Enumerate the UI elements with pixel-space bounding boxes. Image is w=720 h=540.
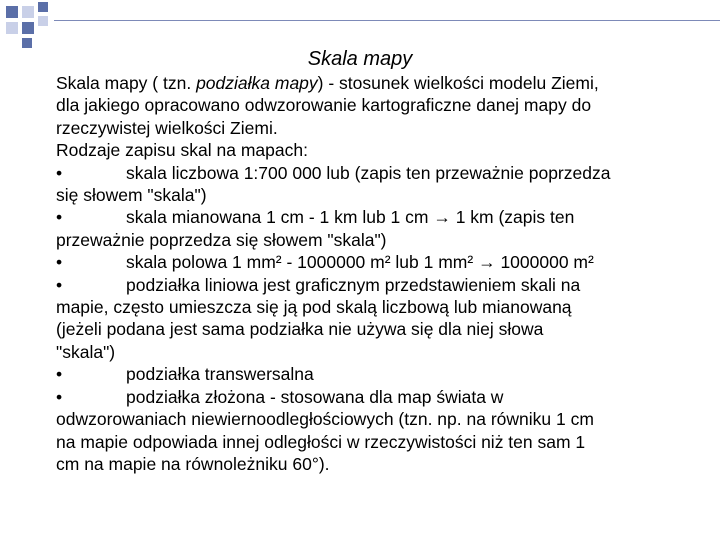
decor-square [22,6,34,18]
list-item-text: podziałka transwersalna [126,364,314,385]
list-item-text: skala mianowana 1 cm - 1 km lub 1 cm → 1 km (zapis ten [126,207,575,228]
list-item-continuation: się słowem "skala") [56,185,207,206]
intro-term: Skala mapy [56,73,148,93]
bullet-icon: • [56,364,63,385]
list-item-continuation: (jeżeli podana jest sama podziałka nie używa się dla niej słowa [56,319,544,340]
intro-rest: ) - stosunek wielkości modelu Ziemi, [317,73,599,93]
intro-line: dla jakiego opracowano odwzorowanie kartograficzne danej mapy do [56,95,592,116]
bullet-list [56,162,716,476]
page-title: Skala mapy [307,48,413,70]
decor-square [6,6,18,18]
list-item [56,206,716,228]
list-item-continuation: przeważnie poprzedza się słowem "skala") [56,229,387,250]
bullet-icon: • [56,252,63,273]
intro-italic: podziałka mapy [196,73,318,93]
header-rule [54,20,720,21]
list-item-text: skala liczbowa 1:700 000 lub (zapis ten przeważnie poprzedza [126,162,611,183]
intro-line: rzeczywistej wielkości Ziemi. [56,117,278,138]
list-item-text: skala polowa 1 mm² - 1000000 m² lub 1 mm² → 1000000 m² [126,252,594,273]
bullet-icon: • [56,386,63,407]
list-item [56,162,716,184]
list-item-continuation: cm na mapie na równoleżniku 60°). [56,453,330,474]
list-item-continuation: "skala") [56,341,116,362]
list-item-text: podziałka złożona - stosowana dla map świata w [126,386,504,407]
intro-line: Rodzaje zapisu skal na mapach: [56,140,308,161]
list-item [56,274,716,296]
list-item-text: podziałka liniowa jest graficznym przedstawieniem skali na [126,274,581,295]
content-body [56,72,716,475]
bullet-icon: • [56,162,63,183]
list-item-continuation: odwzorowaniach niewiernoodległościowych (tzn. np. na równiku 1 cm [56,409,594,430]
decor-square [22,38,32,48]
decor-square [6,22,18,34]
decor-square [22,22,34,34]
list-item [56,386,716,408]
decor-square [38,2,48,12]
bullet-icon: • [56,274,63,295]
intro-line [56,72,716,94]
list-item-continuation: mapie, często umieszcza się ją pod skalą liczbową lub mianowaną [56,297,572,318]
bullet-icon: • [56,207,63,228]
list-item-continuation: na mapie odpowiada innej odległości w rzeczywistości niż ten sam 1 [56,431,586,452]
intro-open: ( tzn. [147,73,197,93]
list-item [56,251,716,273]
decor-square [38,16,48,26]
list-item [56,363,716,385]
